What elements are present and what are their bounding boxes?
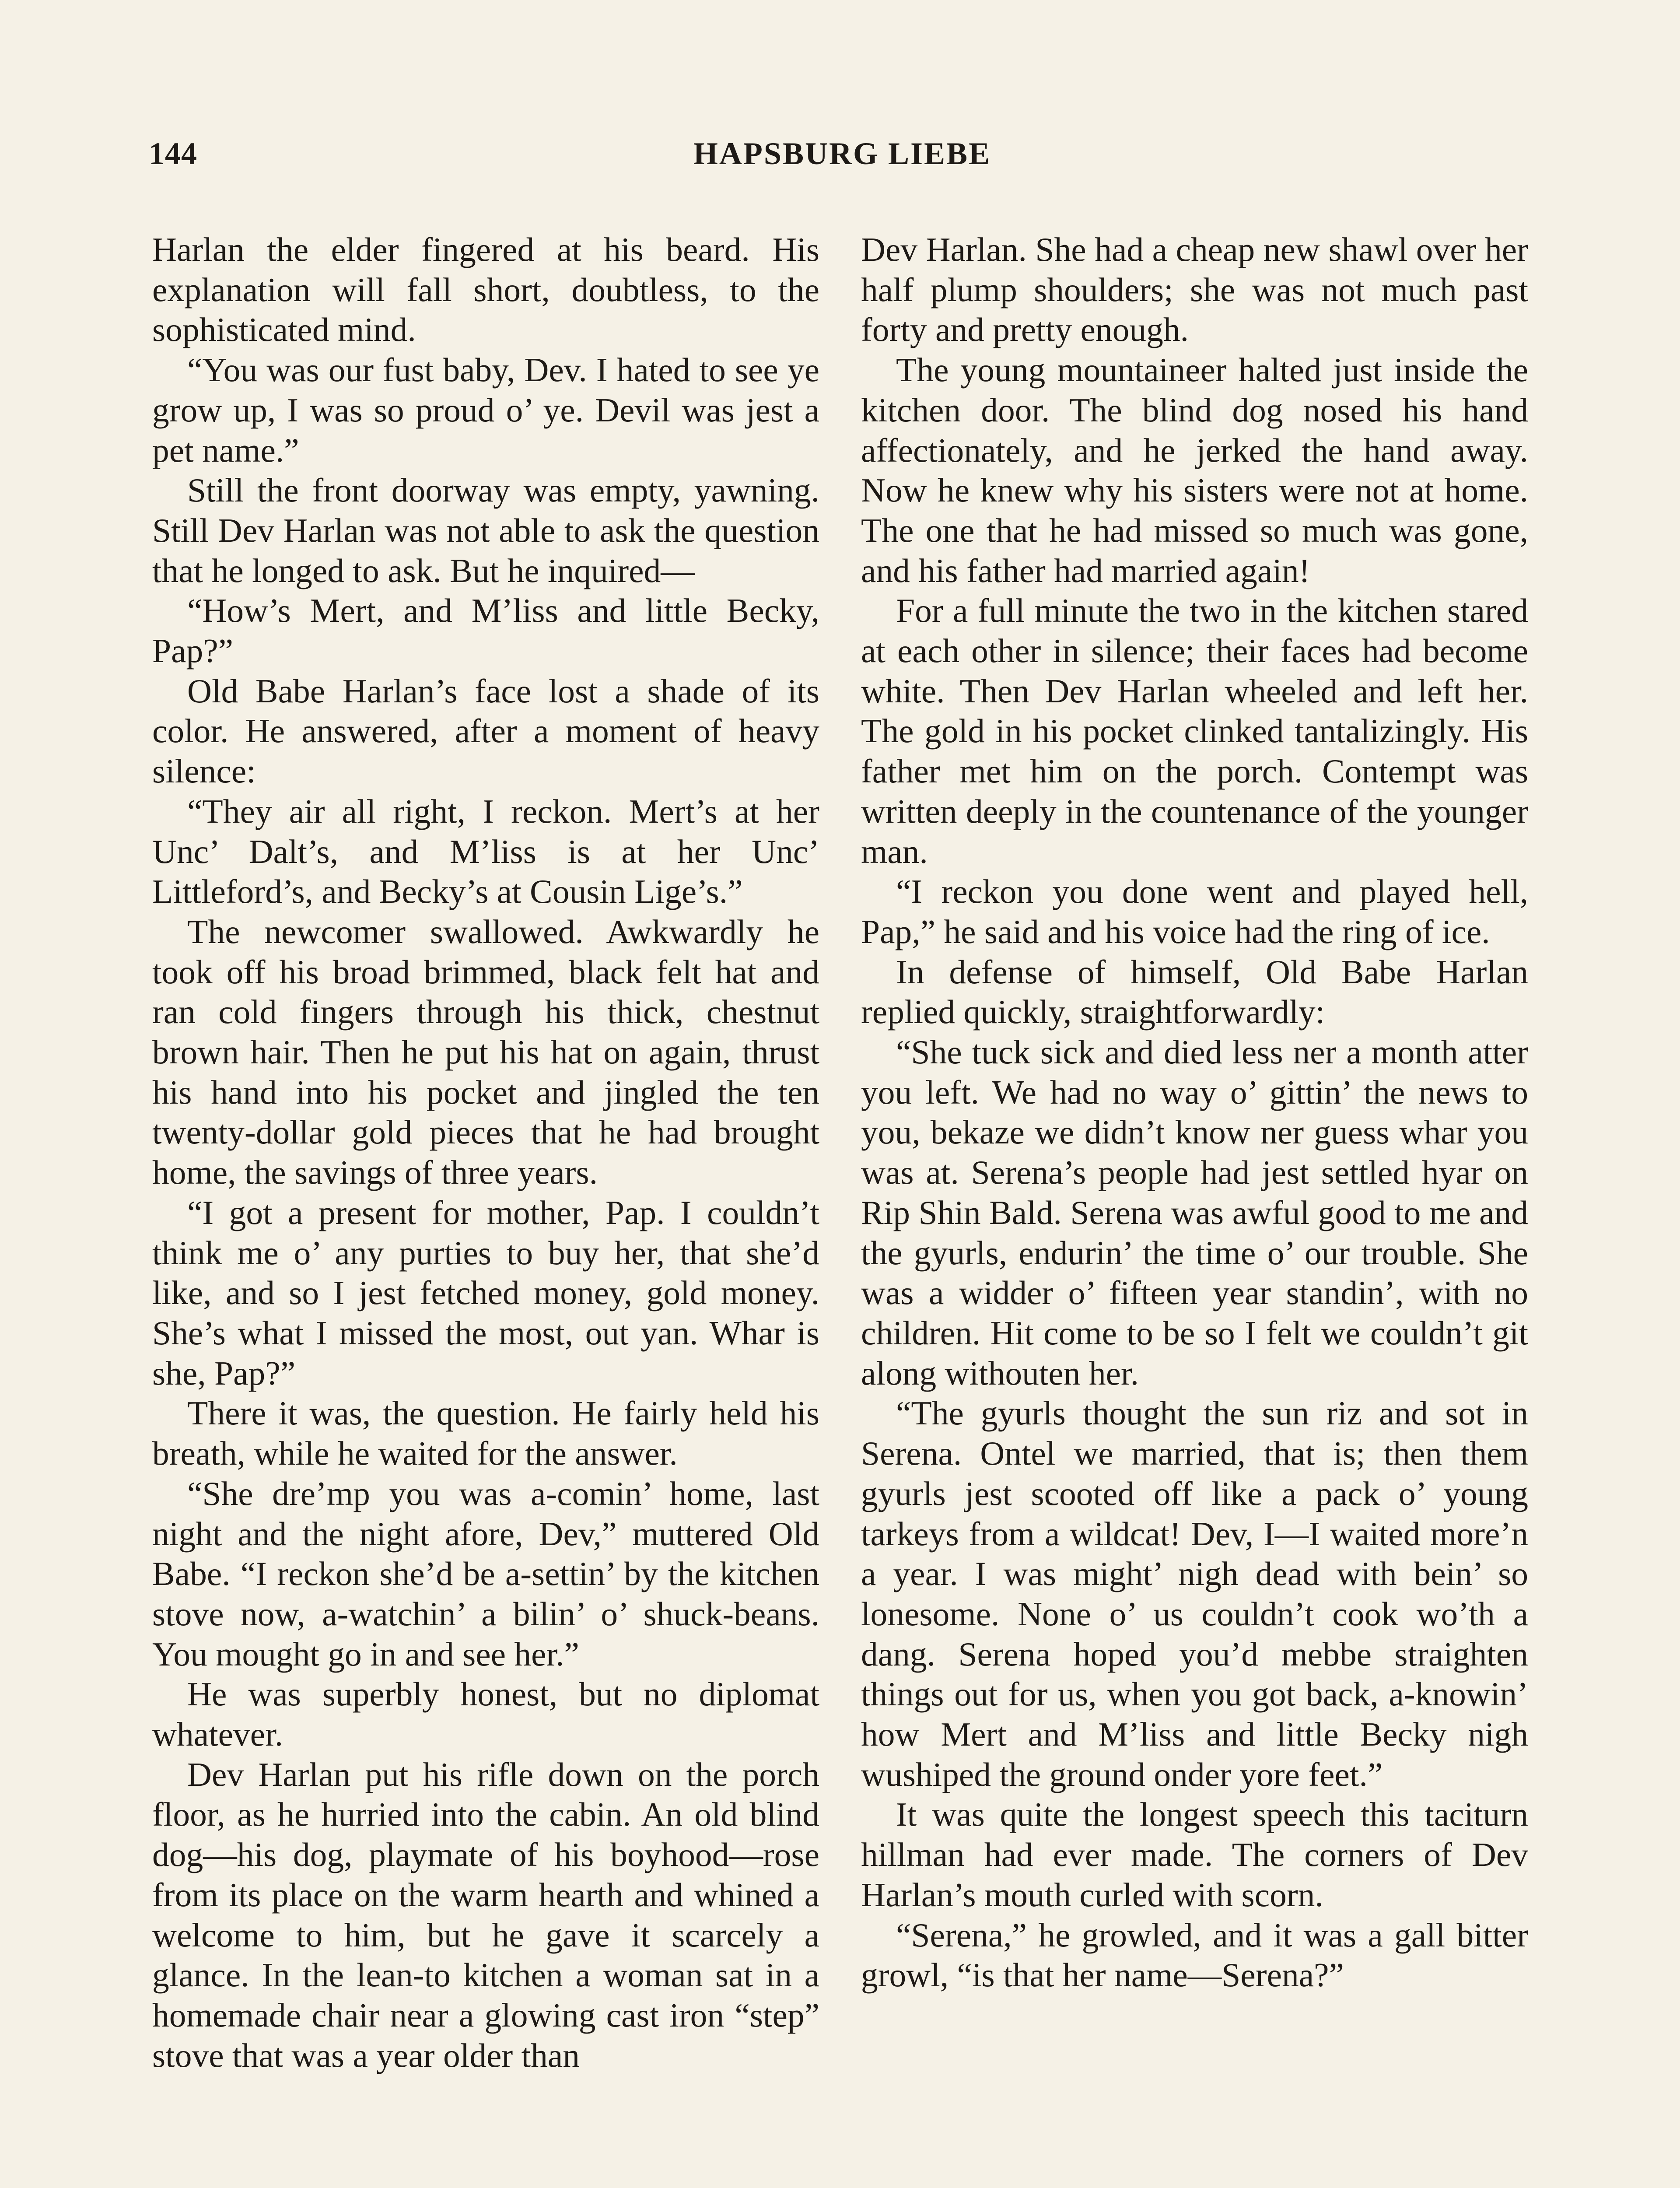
running-head: HAPSBURG LIEBE — [693, 136, 991, 171]
paragraph: Dev Harlan put his rifle down on the porch floor, as he hurried into the cabin. An old blind dog—his dog, playmate of his boyhood—rose from its place on the warm hearth and whined a welcome to him, but he gave it scarcely a glance. In the lean-to kitchen a woman sat in a homemade chair near a glowing cast iron “step” stove that was a year older than — [152, 1755, 819, 2074]
paragraph: “I reckon you done went and played hell, Pap,” he said and his voice had the ring of ice. — [861, 873, 1528, 950]
paragraph: “The gyurls thought the sun riz and sot in Serena. Ontel we married, that is; then them gyurls jest scooted off like a pack o’ young tarkeys from a wildcat! Dev, I—I waited more’n a year. I was might’ nigh dead with bein’ so lonesome. None o’ us couldn’t cook wo’th a dang. Serena hoped you’d mebbe straighten things out for us, when you got back, a-knowin’ how Mert and M’liss and little Becky nigh wushiped the ground onder yore feet.” — [861, 1394, 1528, 1793]
paragraph: The young mountaineer halted just inside the kitchen door. The blind dog nosed his hand affectionately, and he jerked the hand away. Now he knew why his sisters were not at home. The one that he had missed so much was gone, and his father had married again! — [861, 351, 1528, 589]
paragraph: In defense of himself, Old Babe Harlan replied quickly, straightforwardly: — [861, 953, 1528, 1031]
paragraph: “How’s Mert, and M’liss and little Becky, Pap?” — [152, 592, 819, 670]
paragraph: He was superbly honest, but no diplomat whatever. — [152, 1675, 819, 1753]
paragraph: There it was, the question. He fairly held his breath, while he waited for the answer. — [152, 1394, 819, 1473]
paragraph: “She dre’mp you was a-comin’ home, last night and the night afore, Dev,” muttered Old Babe. “I reckon she’d be a-settin’ by the kitchen stove now, a-watchin’ a bilin’ o’ shuck-beans. You mought go in and see her.” — [152, 1474, 819, 1673]
paragraph: “I got a present for mother, Pap. I couldn’t think me o’ any purties to buy her, that she’d like, and so I jest fetched money, gold money. She’s what I missed the most, out yan. Whar is she, Pap?” — [152, 1193, 819, 1392]
paragraph: It was quite the longest speech this taciturn hillman had ever made. The corners of Dev Harlan’s mouth curled with scorn. — [861, 1795, 1528, 1914]
paragraph: Dev Harlan. She had a cheap new shawl over her half plump shoulders; she was not much past forty and pretty enough. — [861, 231, 1528, 349]
paragraph: “They air all right, I reckon. Mert’s at her Unc’ Dalt’s, and M’liss is at her Unc’ Littleford’s, and Becky’s at Cousin Lige’s.” — [152, 792, 819, 911]
paragraph: “She tuck sick and died less ner a month atter you left. We had no way o’ gittin’ the news to you, bekaze we didn’t know ner guess whar you was at. Serena’s people had jest settled hyar on Rip Shin Bald. Serena was awful good to me and the gyurls, endurin’ the time o’ our trouble. She was a widder o’ fifteen year standin’, with no children. Hit come to be so I felt we couldn’t git along withouten her. — [861, 1033, 1528, 1392]
paragraph: “Serena,” he growled, and it was a gall bitter growl, “is that her name—Serena?” — [861, 1916, 1528, 1994]
paragraph: The newcomer swallowed. Awkwardly he took off his broad brimmed, black felt hat and ran cold fingers through his thick, chestnut brown hair. Then he put his hat on again, thrust his hand into his pocket and jingled the ten twenty-dollar gold pieces that he had brought home, the savings of three years. — [152, 912, 819, 1192]
paragraph: Old Babe Harlan’s face lost a shade of its color. He answered, after a moment of heavy silence: — [152, 672, 819, 790]
right-column — [861, 230, 1528, 1995]
page-header — [149, 136, 1536, 184]
paragraph: “You was our fust baby, Dev. I hated to see ye grow up, I was so proud o’ ye. Devil was jest a pet name.” — [152, 351, 819, 469]
paragraph: For a full minute the two in the kitchen stared at each other in silence; their faces had become white. Then Dev Harlan wheeled and left her. The gold in his pocket clinked tantalizingly. His father met him on the porch. Contempt was written deeply in the countenance of the younger man. — [861, 592, 1528, 870]
left-column — [152, 230, 819, 2076]
paragraph: Still the front doorway was empty, yawning. Still Dev Harlan was not able to ask the question that he longed to ask. But he inquired— — [152, 471, 819, 589]
paragraph: Harlan the elder fingered at his beard. His explanation will fall short, doubtless, to the sophisticated mind. — [152, 231, 819, 349]
page-number: 144 — [149, 136, 197, 171]
